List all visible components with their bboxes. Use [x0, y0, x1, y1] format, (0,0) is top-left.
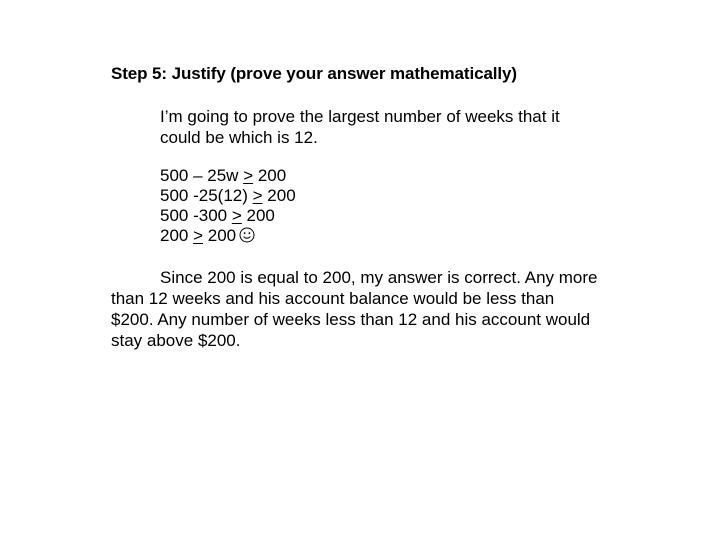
step-heading: Step 5: Justify (prove your answer mathematically) — [111, 64, 517, 83]
math-line-2 — [160, 186, 296, 206]
math-line-2-operator: > — [252, 186, 263, 205]
conclusion-paragraph — [111, 267, 601, 351]
conclusion-text: Since 200 is equal to 200, my answer is correct. Any more than 12 weeks and his account balance would be less than $200. Any number of weeks less than 12 and his account would stay above $200. — [111, 268, 598, 350]
math-line-4 — [160, 226, 296, 246]
math-line-3-operator: > — [231, 206, 242, 225]
math-line-3-right: 200 — [241, 206, 275, 225]
math-line-3-left: 500 -300 — [160, 206, 232, 225]
math-line-2-right: 200 — [262, 186, 296, 205]
math-line-4-operator: > — [193, 226, 204, 245]
math-line-3 — [160, 206, 296, 226]
math-line-4-right: 200 — [203, 226, 237, 245]
math-work — [160, 166, 296, 246]
math-line-4-left: 200 — [160, 226, 194, 245]
math-line-1-operator: > — [243, 166, 254, 185]
math-line-1-right: 200 — [253, 166, 287, 185]
math-line-1-left: 500 – 25w — [160, 166, 244, 185]
intro-text: I’m going to prove the largest number of weeks that it could be which is 12. — [160, 107, 560, 147]
intro-paragraph — [160, 106, 590, 148]
math-line-1 — [160, 166, 296, 186]
math-line-2-left: 500 -25(12) — [160, 186, 253, 205]
smiley-face-icon — [239, 227, 255, 243]
